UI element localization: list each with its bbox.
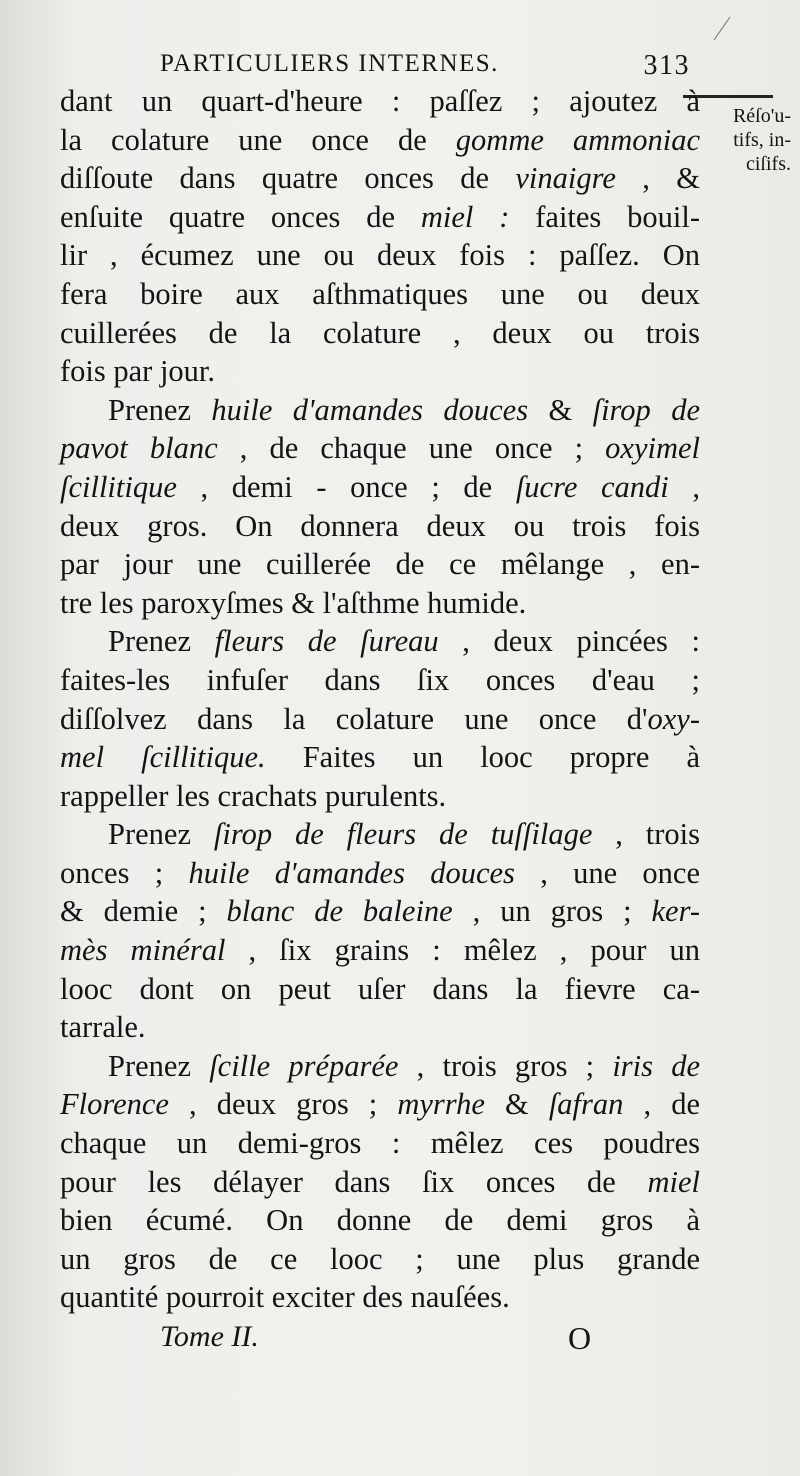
- text-line: rappeller les crachats purulents.: [60, 778, 447, 813]
- volume-signature: Tome II.: [160, 1320, 259, 1353]
- running-title: PARTICULIERS INTERNES.: [160, 50, 499, 77]
- margin-note: [686, 104, 791, 176]
- text-line: faites-les infuſer dans ſix onces d'eau ;: [60, 662, 700, 697]
- text-line: pour les délayer dans ſix onces de miel: [60, 1164, 700, 1199]
- text-line: fera boire aux aſthmatiques une ou deux: [60, 276, 700, 311]
- text-line: un gros de ce looc ; une plus grande: [60, 1241, 700, 1276]
- text-line: Prenez fleurs de ſureau , deux pincées :: [108, 624, 701, 659]
- text-line: looc dont on peut uſer dans la fievre ca-: [60, 971, 700, 1006]
- text-line: Prenez ſcille préparée , trois gros ; iris de: [108, 1048, 701, 1083]
- text-line: Prenez ſirop de fleurs de tuſſilage , trois: [108, 817, 701, 852]
- margin-note-line: Réſo'u-: [732, 105, 791, 127]
- text-line: tre les paroxyſmes & l'aſthme humide.: [60, 585, 527, 620]
- text-line: bien écumé. On donne de demi gros à: [60, 1203, 700, 1238]
- text-line: fois par jour.: [60, 354, 216, 389]
- text-line: mès minéral , ſix grains : mêlez , pour un: [60, 933, 700, 968]
- text-line: cuillerées de la colature , deux ou trois: [60, 315, 700, 350]
- margin-note-line: tifs, in-: [733, 129, 791, 151]
- text-line: chaque un demi-gros : mêlez ces poudres: [60, 1126, 700, 1161]
- text-line: onces ; huile d'amandes douces , une once: [60, 855, 701, 890]
- text-line: mel ſcillitique. Faites un looc propre à: [60, 740, 700, 775]
- running-head: [160, 50, 690, 82]
- text-line: Prenez huile d'amandes douces & ſirop de: [108, 392, 700, 427]
- text-line: enſuite quatre onces de miel : faites bouil-: [60, 199, 701, 234]
- text-line: diſſolvez dans la colature une once d'oxy-: [60, 701, 700, 736]
- stray-pen-mark: [714, 17, 731, 41]
- text-line: la colature une once de gomme ammoniac: [60, 122, 700, 157]
- text-line: par jour une cuillerée de ce mêlange , en-: [60, 547, 700, 582]
- text-line: & demie ; blanc de baleine , un gros ; ker-: [60, 894, 700, 929]
- text-line: deux gros. On donnera deux ou trois fois: [60, 508, 700, 543]
- text-line: Florence , deux gros ; myrrhe & ſafran , de: [60, 1087, 700, 1122]
- text-line: dant un quart-d'heure : paſſez ; ajoutez à: [60, 84, 700, 118]
- page-number: 313: [643, 50, 690, 81]
- text-line: diſſoute dans quatre onces de vinaigre , &: [60, 161, 700, 196]
- text-line: pavot blanc , de chaque une once ; oxyimel: [60, 431, 700, 466]
- text-line: ſcillitique , demi - once ; de ſucre candi ,: [60, 469, 700, 504]
- body-text: [60, 82, 700, 1317]
- margin-note-line: ciſifs.: [746, 153, 791, 175]
- text-line: quantité pourroit exciter des nauſées.: [60, 1280, 510, 1315]
- text-line: lir , écumez une ou deux fois : paſſez. On: [60, 238, 700, 273]
- text-line: tarrale.: [60, 1010, 146, 1045]
- gathering-mark: O: [568, 1320, 592, 1356]
